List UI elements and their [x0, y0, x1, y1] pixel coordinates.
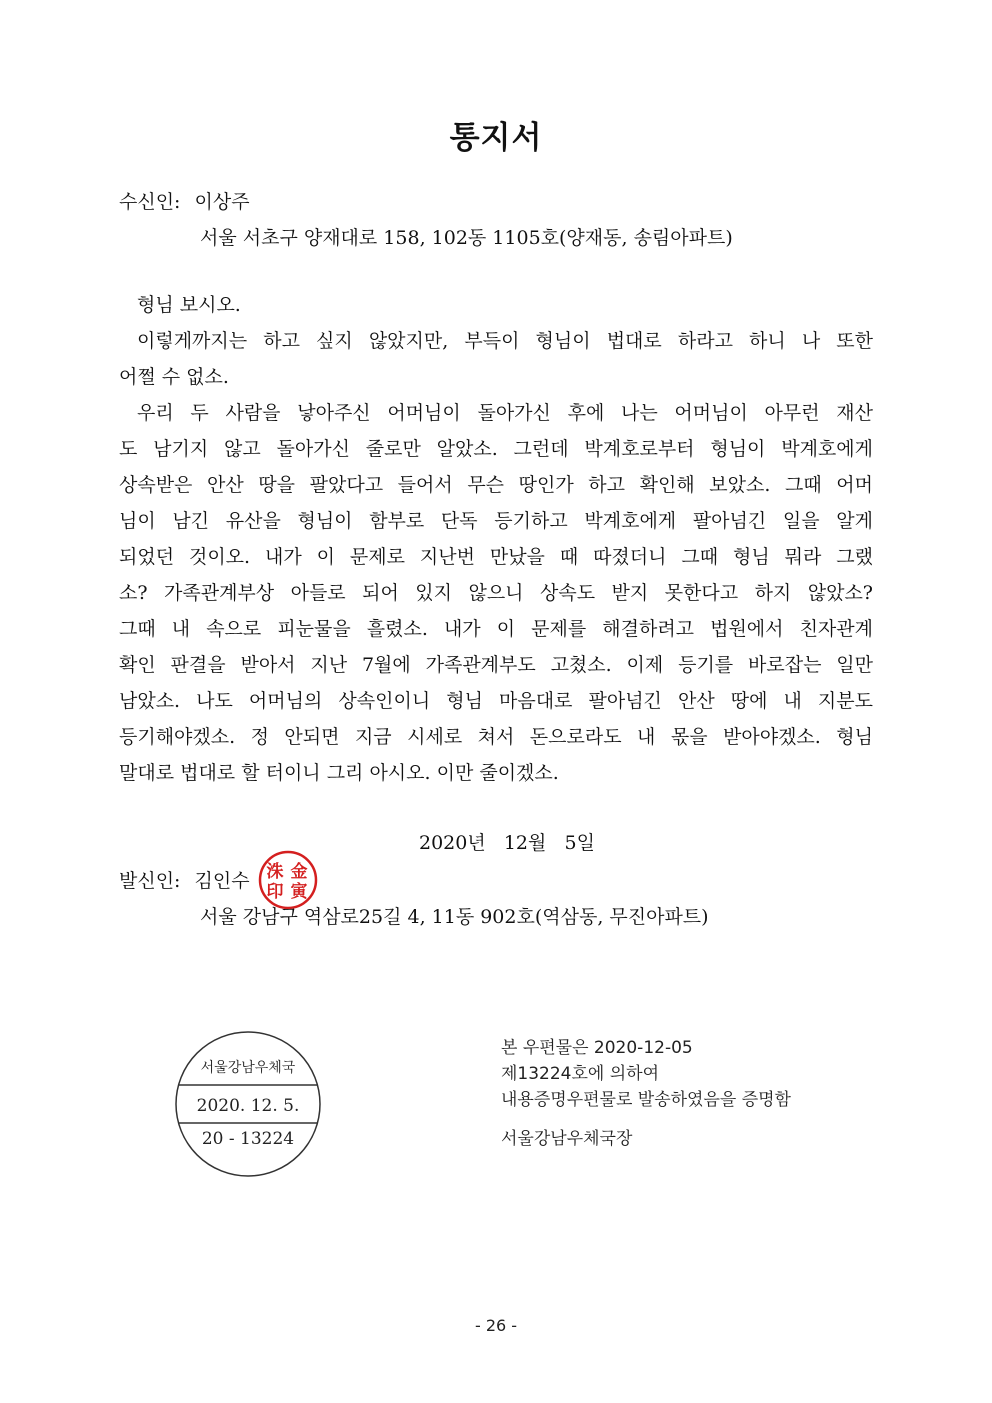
certification-signature: 서울강남우체국장 — [501, 1129, 633, 1149]
certification-line: 본 우편물은 2020-12-05 — [501, 1038, 693, 1058]
postmark-number: 20 - 13224 — [201, 1129, 295, 1149]
postmark-office: 서울강남우체국 — [200, 1060, 296, 1076]
body-line: 우리 두 사람을 낳아주신 어머님이 돌아가신 후에 나는 어머님이 아무런 재산 — [137, 402, 873, 424]
body-line: 소? 가족관계부상 아들로 되어 있지 않으니 상속도 받지 못한다고 하지 않았소? — [119, 582, 873, 604]
body-line: 님이 남긴 유산을 형님이 함부로 단독 등기하고 박계호에게 팔아넘긴 일을 알게 — [119, 510, 873, 532]
letter-date: 2020년 12월 5일 — [419, 832, 595, 854]
page-number: - 26 - — [474, 1316, 518, 1335]
sender-name: 김인수 — [194, 870, 250, 892]
seal-char: 金 — [290, 862, 308, 882]
recipient-address: 서울 서초구 양재대로 158, 102동 1105호(양재동, 송림아파트) — [200, 227, 733, 249]
greeting: 형님 보시오. — [137, 294, 241, 316]
recipient-line — [119, 193, 250, 212]
body-line: 남았소. 나도 어머님의 상속인이니 형님 마음대로 팔아넘긴 안산 땅에 내 지분도 — [119, 690, 873, 712]
document-title: 통지서 — [449, 120, 543, 156]
certification-line: 제13224호에 의하여 — [501, 1064, 660, 1084]
body-line: 등기해야겠소. 정 안되면 지금 시세로 쳐서 돈으로라도 내 몫을 받아야겠소. 형님 — [119, 726, 873, 748]
body-line: 상속받은 안산 땅을 팔았다고 들어서 무슨 땅인가 하고 확인해 보았소. 그때 어머 — [119, 474, 873, 496]
sender-line — [119, 872, 250, 891]
seal-char: 寅 — [290, 882, 308, 902]
seal-char: 洙 — [266, 862, 284, 882]
body-line: 도 남기지 않고 돌아가신 줄로만 알았소. 그런데 박계호로부터 형님이 박계호에게 — [119, 438, 873, 460]
certification-line: 내용증명우편물로 발송하였음을 증명함 — [501, 1090, 791, 1110]
sender-label: 발신인: — [119, 870, 181, 892]
body-line: 말대로 법대로 할 터이니 그리 아시오. 이만 줄이겠소. — [119, 762, 559, 784]
body-line: 이렇게까지는 하고 싶지 않았지만, 부득이 형님이 법대로 하라고 하니 나 또한 — [137, 330, 873, 352]
recipient-label: 수신인: — [119, 191, 181, 213]
body-line: 되었던 것이오. 내가 이 문제로 지난번 만났을 때 따졌더니 그때 형님 뭐라 그랬 — [119, 546, 873, 568]
recipient-name: 이상주 — [194, 191, 250, 213]
postmark-date: 2020. 12. 5. — [196, 1096, 300, 1116]
personal-seal — [257, 849, 319, 911]
seal-char: 印 — [266, 882, 284, 902]
sender-address: 서울 강남구 역삼로25길 4, 11동 902호(역삼동, 무진아파트) — [200, 906, 709, 928]
body-line: 어쩔 수 없소. — [119, 366, 229, 388]
body-line: 확인 판결을 받아서 지난 7월에 가족관계부도 고쳤소. 이제 등기를 바로잡는 일만 — [119, 654, 873, 676]
postmark-stamp — [170, 1030, 330, 1180]
body-line: 그때 내 속으로 피눈물을 흘렸소. 내가 이 문제를 해결하려고 법원에서 친자관계 — [119, 618, 873, 640]
